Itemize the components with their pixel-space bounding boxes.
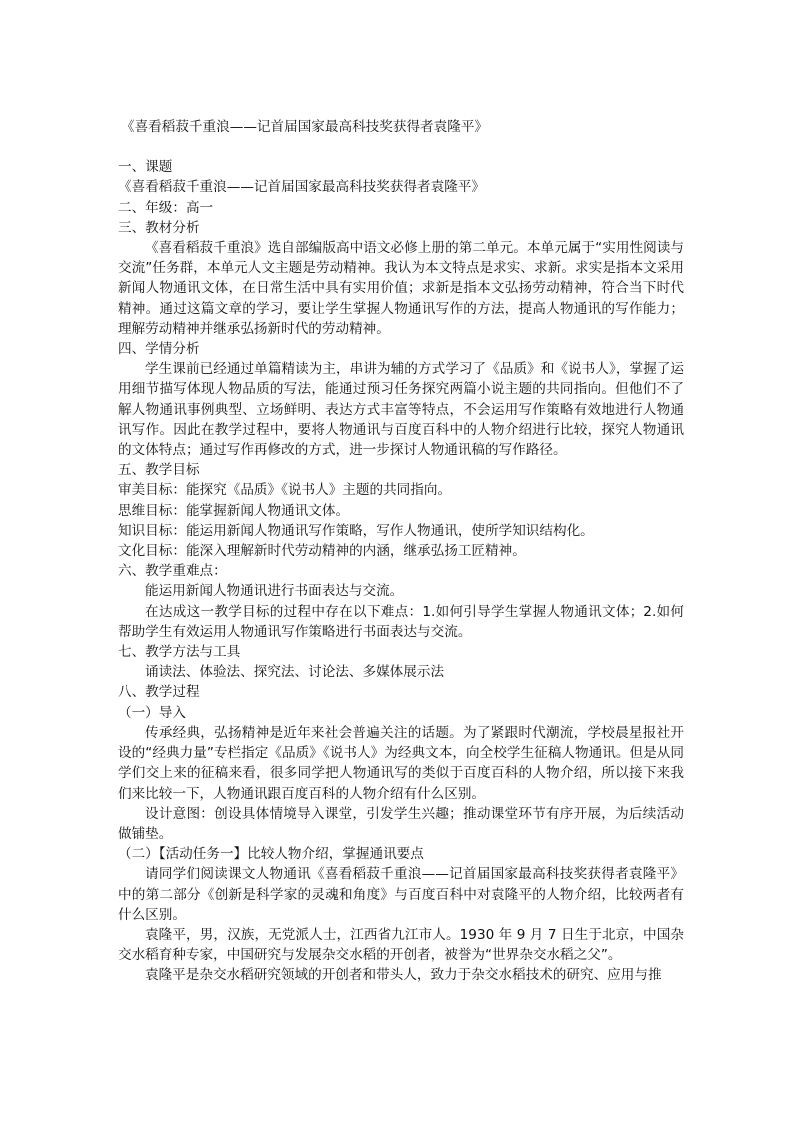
section-heading-topic: 一、课题 [118,159,173,176]
activity-instruction-paragraph: 请同学们阅读课文人物通讯《喜看稻菽千重浪——记首届国家最高科技奖获得者袁隆平》中的第二部分《创新是科学家的灵魂和角度》与百度百科中对袁隆平的人物介绍，比较两者有什么区别。 [118,866,684,923]
student-analysis-paragraph: 学生课前已经通过单篇精读为主，串讲为辅的方式学习了《品质》和《说书人》，掌握了运用细节描写体现人物品质的写法，能通过预习任务探究两篇小说主题的共同指向。但他们不了解人物通讯事例典型、立场鲜明、表达方式丰富等特点，不会运用写作策略有效地进行人物通讯写作。因此在教学过程中，要将人物通讯与百度百科中的人物介绍进行比较，探究人物通讯的文体特点；通过写作再修改的方式，进一步探讨人物通讯稿的写作路径。 [118,361,684,459]
key-point-line: 能运用新闻人物通讯进行书面表达与交流。 [145,583,404,600]
baike-research-paragraph: 袁隆平是杂交水稻研究领域的开创者和带头人，致力于杂交水稻技术的研究、应用与推 [145,967,662,984]
section-heading-student-analysis: 四、学情分析 [118,341,200,358]
section-heading-teaching-process: 八、教学过程 [118,684,200,701]
difficulties-paragraph: 在达成这一教学目标的过程中存在以下难点：1.如何引导学生掌握人物通讯文体；2.如何帮助学生有效运用人物通讯写作策略进行书面表达与交流。 [118,603,684,640]
section-heading-grade: 二、年级：高一 [118,199,214,216]
textbook-analysis-paragraph: 《喜看稻菽千重浪》选自部编版高中语文必修上册的第二单元。本单元属于“实用性阅读与交流”任务群，本单元人文主题是劳动精神。我认为本文特点是求实、求新。求实是指本文采用新闻人物通讯文体，在日常生活中具有实用价值；求新是指本文弘扬劳动精神，符合当下时代精神。通过这篇文章的学习，要让学生掌握人物通讯写作的方法，提高人物通讯的写作能力；理解劳动精神并继承弘扬新时代的劳动精神。 [118,240,684,337]
subsection-introduction: （一）导入 [118,704,186,721]
introduction-paragraph: 传承经典，弘扬精神是近年来社会普遍关注的话题。为了紧跟时代潮流，学校晨星报社开设的“经典力量”专栏指定《品质》《说书人》为经典文本，向全校学生征稿人物通讯。但是从同学们交上来的征稿来看，很多同学把人物通讯写的类似于百度百科的人物介绍，所以接下来我们来比较一下，人物通讯跟百度百科的人物介绍有什么区别。 [118,724,684,802]
design-intent-paragraph: 设计意图：创设具体情境导入课堂，引发学生兴趣；推动课堂环节有序开展，为后续活动做铺垫。 [118,805,684,842]
section-heading-textbook-analysis: 三、教材分析 [118,219,200,236]
goal-culture: 文化目标：能深入理解新时代劳动精神的内涵，继承弘扬工匠精神。 [118,543,526,560]
goal-knowledge: 知识目标：能运用新闻人物通讯写作策略，写作人物通讯，使所学知识结构化。 [118,522,594,539]
section-heading-teaching-goals: 五、教学目标 [118,462,200,479]
document-title: 《喜看稻菽千重浪——记首届国家最高科技奖获得者袁隆平》 [121,119,489,135]
goal-aesthetic: 审美目标：能探究《品质》《说书人》主题的共同指向。 [118,482,452,499]
subsection-activity-one: （二）【活动任务一】比较人物介绍，掌握通讯要点 [118,846,424,863]
topic-text: 《喜看稻菽千重浪——记首届国家最高科技奖获得者袁隆平》 [118,179,486,196]
section-heading-methods-tools: 七、教学方法与工具 [118,644,241,661]
baike-intro-paragraph: 袁隆平，男，汉族，无党派人士，江西省九江市人。1930 年 9 月 7 日生于北京，中国杂交水稻育种专家，中国研究与发展杂交水稻的开创者，被誉为“世界杂交水稻之父”。 [118,926,684,964]
methods-line: 诵读法、体验法、探究法、讨论法、多媒体展示法 [145,664,445,681]
section-heading-key-difficulties: 六、教学重难点： [118,563,227,580]
document-page [118,117,684,986]
goal-thinking: 思维目标：能掌握新闻人物通讯文体。 [118,502,350,519]
